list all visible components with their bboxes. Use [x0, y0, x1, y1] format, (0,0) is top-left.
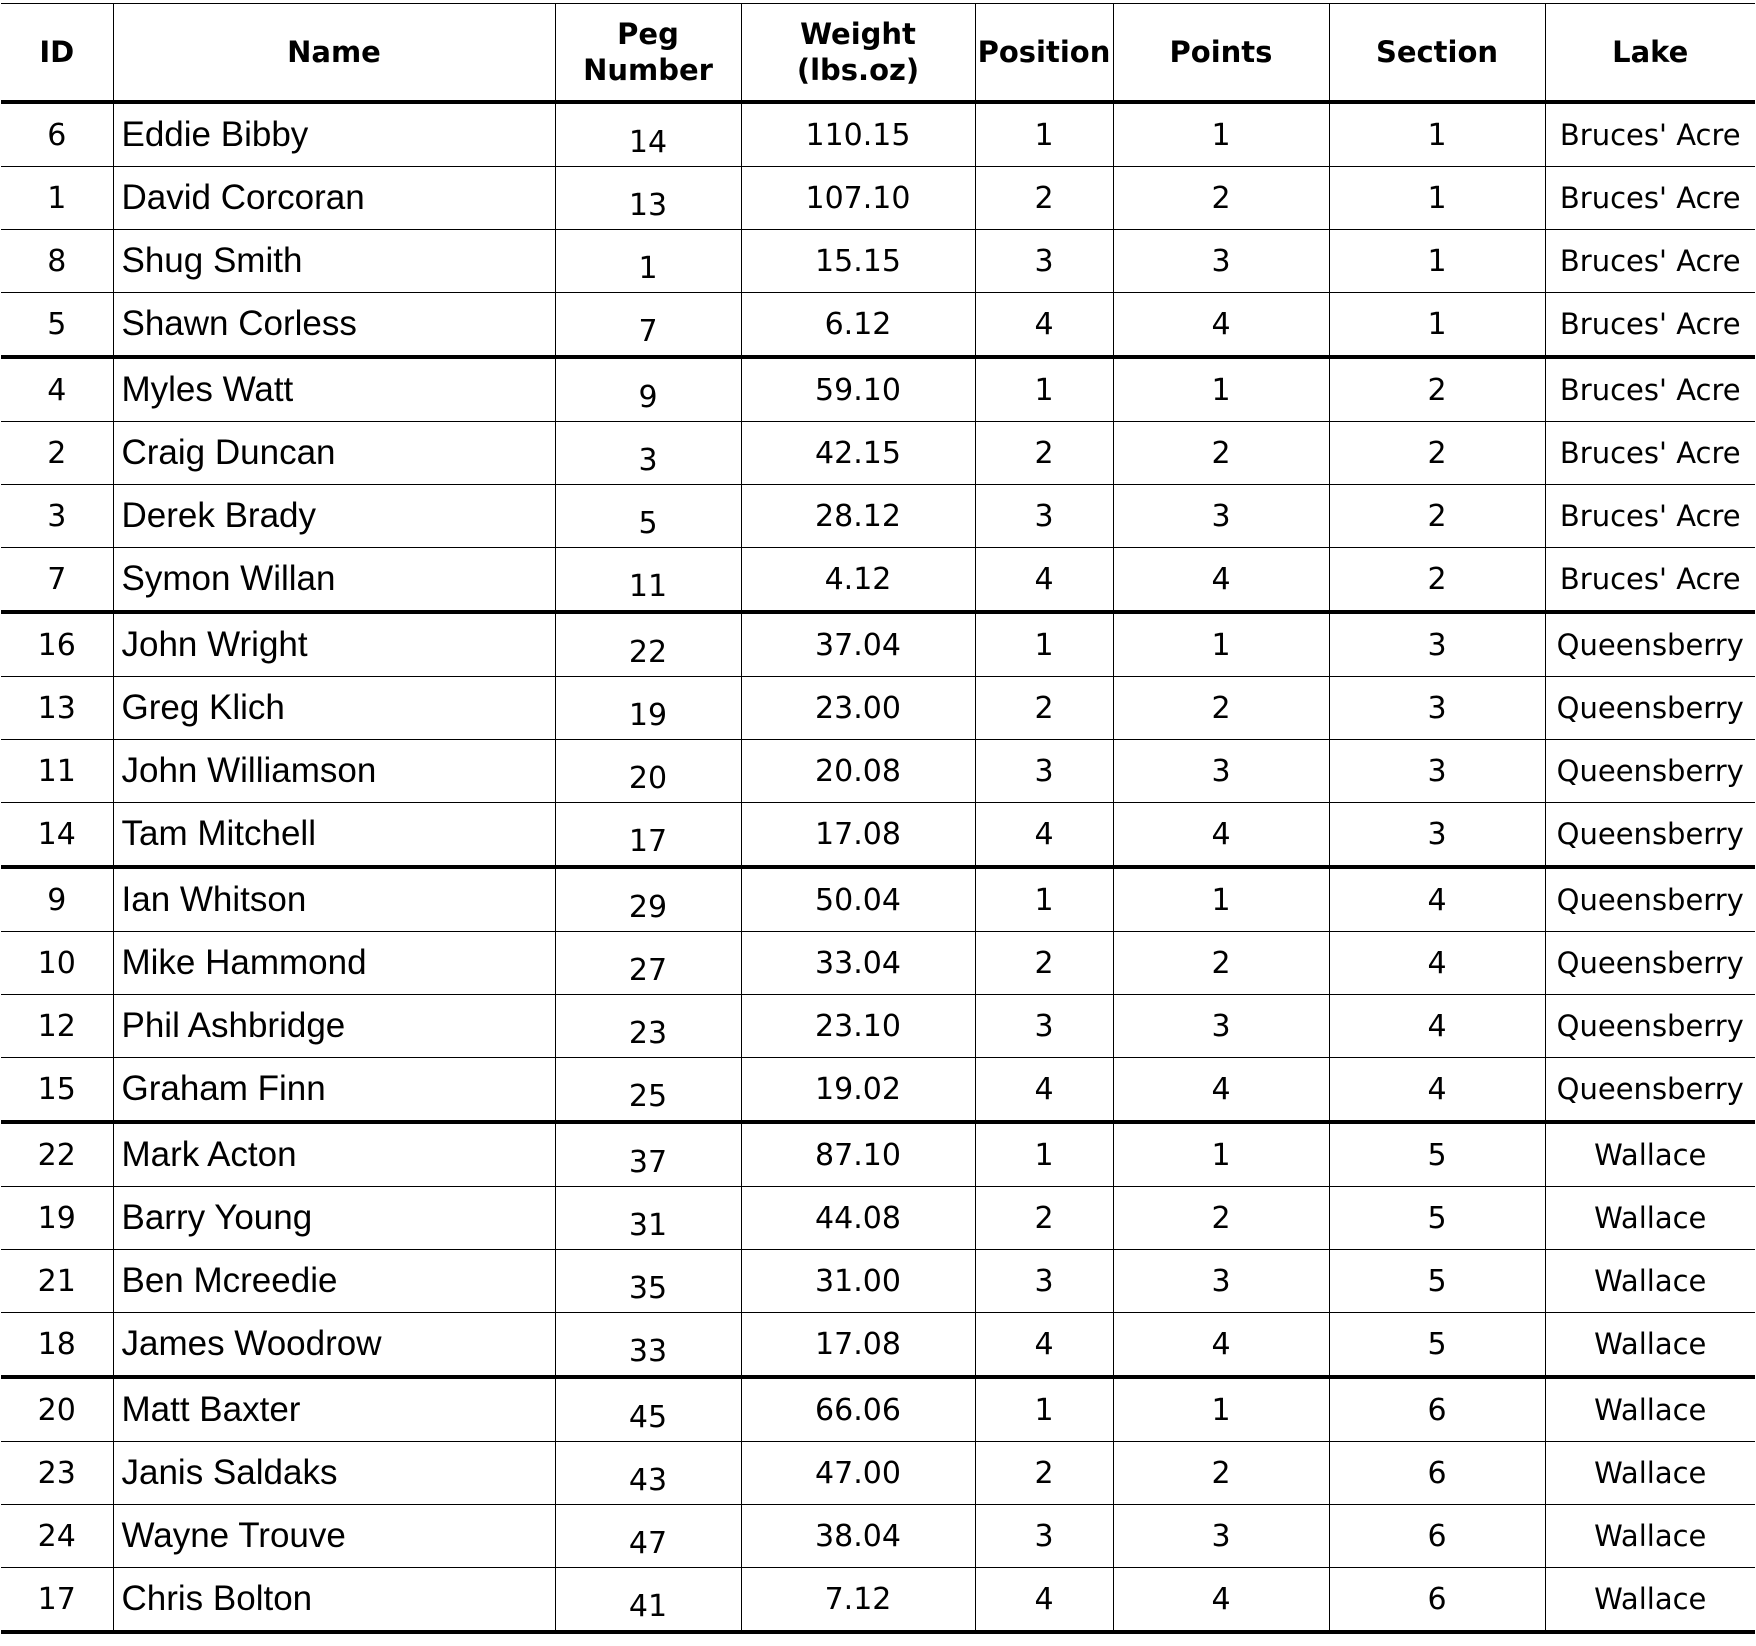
peg-number-cell: 5	[555, 485, 741, 548]
weight-cell: 87.10	[741, 1122, 975, 1187]
id-cell: 23	[1, 1442, 113, 1505]
id-cell: 11	[1, 740, 113, 803]
lake-cell: Bruces' Acre	[1545, 357, 1755, 422]
table-row	[1, 1442, 1755, 1505]
peg-number-cell: 27	[555, 932, 741, 995]
peg-number-cell: 9	[555, 357, 741, 422]
peg-number-cell: 1	[555, 230, 741, 293]
points-cell: 3	[1113, 230, 1329, 293]
points-cell: 1	[1113, 867, 1329, 932]
position-cell: 3	[975, 230, 1113, 293]
id-cell: 8	[1, 230, 113, 293]
points-cell: 1	[1113, 1377, 1329, 1442]
weight-cell: 17.08	[741, 1313, 975, 1378]
header-peg-number	[555, 4, 741, 103]
id-cell: 9	[1, 867, 113, 932]
peg-number-cell: 17	[555, 803, 741, 868]
peg-number-cell: 31	[555, 1187, 741, 1250]
id-cell: 14	[1, 803, 113, 868]
table-header	[1, 4, 1755, 103]
id-cell: 6	[1, 102, 113, 167]
points-cell: 1	[1113, 1122, 1329, 1187]
weight-cell: 50.04	[741, 867, 975, 932]
section-cell: 4	[1329, 932, 1545, 995]
weight-cell: 110.15	[741, 102, 975, 167]
id-cell: 16	[1, 612, 113, 677]
section-cell: 6	[1329, 1568, 1545, 1633]
name-cell: Derek Brady	[113, 485, 555, 548]
peg-number-cell: 35	[555, 1250, 741, 1313]
lake-cell: Queensberry	[1545, 612, 1755, 677]
points-cell: 2	[1113, 932, 1329, 995]
position-cell: 4	[975, 1568, 1113, 1633]
lake-cell: Queensberry	[1545, 1058, 1755, 1123]
table-row	[1, 1250, 1755, 1313]
name-cell: John Wright	[113, 612, 555, 677]
table-row	[1, 230, 1755, 293]
lake-cell: Wallace	[1545, 1122, 1755, 1187]
name-cell: Chris Bolton	[113, 1568, 555, 1633]
points-cell: 2	[1113, 1442, 1329, 1505]
table-row	[1, 803, 1755, 868]
position-cell: 1	[975, 867, 1113, 932]
table-row	[1, 1058, 1755, 1123]
name-cell: Wayne Trouve	[113, 1505, 555, 1568]
section-cell: 3	[1329, 740, 1545, 803]
weight-cell: 59.10	[741, 357, 975, 422]
peg-number-cell: 11	[555, 548, 741, 613]
name-cell: Graham Finn	[113, 1058, 555, 1123]
name-cell: Greg Klich	[113, 677, 555, 740]
lake-cell: Bruces' Acre	[1545, 548, 1755, 613]
section-cell: 2	[1329, 422, 1545, 485]
weight-cell: 17.08	[741, 803, 975, 868]
section-cell: 4	[1329, 1058, 1545, 1123]
id-cell: 17	[1, 1568, 113, 1633]
peg-number-cell: 45	[555, 1377, 741, 1442]
table-row	[1, 677, 1755, 740]
id-cell: 12	[1, 995, 113, 1058]
position-cell: 3	[975, 740, 1113, 803]
position-cell: 3	[975, 485, 1113, 548]
lake-cell: Bruces' Acre	[1545, 102, 1755, 167]
name-cell: Shug Smith	[113, 230, 555, 293]
position-cell: 1	[975, 1122, 1113, 1187]
table-row	[1, 612, 1755, 677]
table-row	[1, 995, 1755, 1058]
lake-cell: Queensberry	[1545, 995, 1755, 1058]
points-cell: 2	[1113, 677, 1329, 740]
lake-cell: Queensberry	[1545, 867, 1755, 932]
id-cell: 20	[1, 1377, 113, 1442]
weight-cell: 47.00	[741, 1442, 975, 1505]
lake-cell: Wallace	[1545, 1505, 1755, 1568]
name-cell: Phil Ashbridge	[113, 995, 555, 1058]
section-cell: 6	[1329, 1442, 1545, 1505]
points-cell: 4	[1113, 803, 1329, 868]
lake-cell: Wallace	[1545, 1250, 1755, 1313]
table-row	[1, 167, 1755, 230]
table-row	[1, 357, 1755, 422]
lake-cell: Bruces' Acre	[1545, 293, 1755, 358]
table-body	[1, 102, 1755, 1632]
id-cell: 24	[1, 1505, 113, 1568]
weight-cell: 107.10	[741, 167, 975, 230]
name-cell: Shawn Corless	[113, 293, 555, 358]
id-cell: 13	[1, 677, 113, 740]
lake-cell: Bruces' Acre	[1545, 167, 1755, 230]
header-peg-line2: Number	[583, 53, 713, 87]
id-cell: 19	[1, 1187, 113, 1250]
position-cell: 3	[975, 995, 1113, 1058]
position-cell: 2	[975, 932, 1113, 995]
id-cell: 3	[1, 485, 113, 548]
lake-cell: Bruces' Acre	[1545, 485, 1755, 548]
weight-cell: 44.08	[741, 1187, 975, 1250]
header-lake: Lake	[1545, 4, 1755, 103]
points-cell: 4	[1113, 1058, 1329, 1123]
table-row	[1, 1377, 1755, 1442]
section-cell: 5	[1329, 1250, 1545, 1313]
lake-cell: Bruces' Acre	[1545, 230, 1755, 293]
peg-number-cell: 14	[555, 102, 741, 167]
name-cell: Craig Duncan	[113, 422, 555, 485]
section-cell: 3	[1329, 677, 1545, 740]
lake-cell: Queensberry	[1545, 803, 1755, 868]
weight-cell: 33.04	[741, 932, 975, 995]
weight-cell: 6.12	[741, 293, 975, 358]
position-cell: 2	[975, 167, 1113, 230]
id-cell: 18	[1, 1313, 113, 1378]
table-row	[1, 1122, 1755, 1187]
lake-cell: Queensberry	[1545, 740, 1755, 803]
name-cell: Ian Whitson	[113, 867, 555, 932]
id-cell: 4	[1, 357, 113, 422]
weight-cell: 28.12	[741, 485, 975, 548]
name-cell: Ben Mcreedie	[113, 1250, 555, 1313]
id-cell: 5	[1, 293, 113, 358]
weight-cell: 38.04	[741, 1505, 975, 1568]
position-cell: 1	[975, 612, 1113, 677]
weight-cell: 20.08	[741, 740, 975, 803]
lake-cell: Wallace	[1545, 1568, 1755, 1633]
name-cell: James Woodrow	[113, 1313, 555, 1378]
section-cell: 1	[1329, 293, 1545, 358]
peg-number-cell: 43	[555, 1442, 741, 1505]
header-points: Points	[1113, 4, 1329, 103]
weight-cell: 37.04	[741, 612, 975, 677]
lake-cell: Wallace	[1545, 1377, 1755, 1442]
section-cell: 4	[1329, 995, 1545, 1058]
section-cell: 6	[1329, 1505, 1545, 1568]
points-cell: 2	[1113, 167, 1329, 230]
peg-number-cell: 3	[555, 422, 741, 485]
points-cell: 4	[1113, 1568, 1329, 1633]
position-cell: 1	[975, 102, 1113, 167]
name-cell: Janis Saldaks	[113, 1442, 555, 1505]
position-cell: 2	[975, 422, 1113, 485]
weight-cell: 15.15	[741, 230, 975, 293]
table-row	[1, 548, 1755, 613]
id-cell: 1	[1, 167, 113, 230]
id-cell: 22	[1, 1122, 113, 1187]
points-cell: 2	[1113, 422, 1329, 485]
position-cell: 4	[975, 548, 1113, 613]
table-row	[1, 1505, 1755, 1568]
peg-number-cell: 22	[555, 612, 741, 677]
points-cell: 3	[1113, 740, 1329, 803]
position-cell: 4	[975, 1313, 1113, 1378]
header-peg-line1: Peg	[617, 16, 679, 51]
points-cell: 4	[1113, 1313, 1329, 1378]
peg-number-cell: 29	[555, 867, 741, 932]
name-cell: Eddie Bibby	[113, 102, 555, 167]
position-cell: 4	[975, 803, 1113, 868]
table-row	[1, 740, 1755, 803]
header-name: Name	[113, 4, 555, 103]
table-row	[1, 1187, 1755, 1250]
table-row	[1, 932, 1755, 995]
section-cell: 5	[1329, 1187, 1545, 1250]
lake-cell: Queensberry	[1545, 932, 1755, 995]
position-cell: 1	[975, 1377, 1113, 1442]
section-cell: 2	[1329, 357, 1545, 422]
points-cell: 3	[1113, 1505, 1329, 1568]
section-cell: 6	[1329, 1377, 1545, 1442]
peg-number-cell: 33	[555, 1313, 741, 1378]
peg-number-cell: 47	[555, 1505, 741, 1568]
points-cell: 1	[1113, 612, 1329, 677]
section-cell: 5	[1329, 1313, 1545, 1378]
id-cell: 10	[1, 932, 113, 995]
table-row	[1, 1568, 1755, 1633]
position-cell: 4	[975, 1058, 1113, 1123]
section-cell: 1	[1329, 230, 1545, 293]
table-row	[1, 422, 1755, 485]
lake-cell: Wallace	[1545, 1187, 1755, 1250]
lake-cell: Wallace	[1545, 1442, 1755, 1505]
position-cell: 2	[975, 1187, 1113, 1250]
header-weight	[741, 4, 975, 103]
id-cell: 21	[1, 1250, 113, 1313]
name-cell: Symon Willan	[113, 548, 555, 613]
results-table	[1, 3, 1755, 1634]
name-cell: Mark Acton	[113, 1122, 555, 1187]
position-cell: 2	[975, 677, 1113, 740]
header-weight-line2: (lbs.oz)	[796, 53, 920, 87]
peg-number-cell: 37	[555, 1122, 741, 1187]
points-cell: 4	[1113, 293, 1329, 358]
name-cell: Tam Mitchell	[113, 803, 555, 868]
weight-cell: 66.06	[741, 1377, 975, 1442]
peg-number-cell: 41	[555, 1568, 741, 1633]
header-section: Section	[1329, 4, 1545, 103]
id-cell: 15	[1, 1058, 113, 1123]
points-cell: 3	[1113, 995, 1329, 1058]
peg-number-cell: 7	[555, 293, 741, 358]
name-cell: Mike Hammond	[113, 932, 555, 995]
peg-number-cell: 20	[555, 740, 741, 803]
section-cell: 5	[1329, 1122, 1545, 1187]
section-cell: 3	[1329, 803, 1545, 868]
section-cell: 2	[1329, 485, 1545, 548]
name-cell: John Williamson	[113, 740, 555, 803]
position-cell: 4	[975, 293, 1113, 358]
peg-number-cell: 13	[555, 167, 741, 230]
name-cell: Matt Baxter	[113, 1377, 555, 1442]
id-cell: 7	[1, 548, 113, 613]
lake-cell: Bruces' Acre	[1545, 422, 1755, 485]
section-cell: 1	[1329, 102, 1545, 167]
table-row	[1, 293, 1755, 358]
position-cell: 2	[975, 1442, 1113, 1505]
points-cell: 2	[1113, 1187, 1329, 1250]
peg-number-cell: 25	[555, 1058, 741, 1123]
points-cell: 1	[1113, 357, 1329, 422]
name-cell: Myles Watt	[113, 357, 555, 422]
weight-cell: 42.15	[741, 422, 975, 485]
name-cell: Barry Young	[113, 1187, 555, 1250]
header-weight-line1: Weight	[800, 16, 916, 51]
id-cell: 2	[1, 422, 113, 485]
points-cell: 1	[1113, 102, 1329, 167]
weight-cell: 23.00	[741, 677, 975, 740]
section-cell: 3	[1329, 612, 1545, 677]
lake-cell: Wallace	[1545, 1313, 1755, 1378]
points-cell: 4	[1113, 548, 1329, 613]
table-row	[1, 102, 1755, 167]
section-cell: 1	[1329, 167, 1545, 230]
header-row	[1, 4, 1755, 103]
section-cell: 2	[1329, 548, 1545, 613]
weight-cell: 7.12	[741, 1568, 975, 1633]
table-row	[1, 485, 1755, 548]
weight-cell: 31.00	[741, 1250, 975, 1313]
position-cell: 3	[975, 1250, 1113, 1313]
header-position: Position	[975, 4, 1113, 103]
name-cell: David Corcoran	[113, 167, 555, 230]
weight-cell: 23.10	[741, 995, 975, 1058]
table-row	[1, 867, 1755, 932]
lake-cell: Queensberry	[1545, 677, 1755, 740]
weight-cell: 4.12	[741, 548, 975, 613]
peg-number-cell: 23	[555, 995, 741, 1058]
weight-cell: 19.02	[741, 1058, 975, 1123]
table-row	[1, 1313, 1755, 1378]
header-id: ID	[1, 4, 113, 103]
points-cell: 3	[1113, 485, 1329, 548]
peg-number-cell: 19	[555, 677, 741, 740]
position-cell: 1	[975, 357, 1113, 422]
position-cell: 3	[975, 1505, 1113, 1568]
points-cell: 3	[1113, 1250, 1329, 1313]
section-cell: 4	[1329, 867, 1545, 932]
